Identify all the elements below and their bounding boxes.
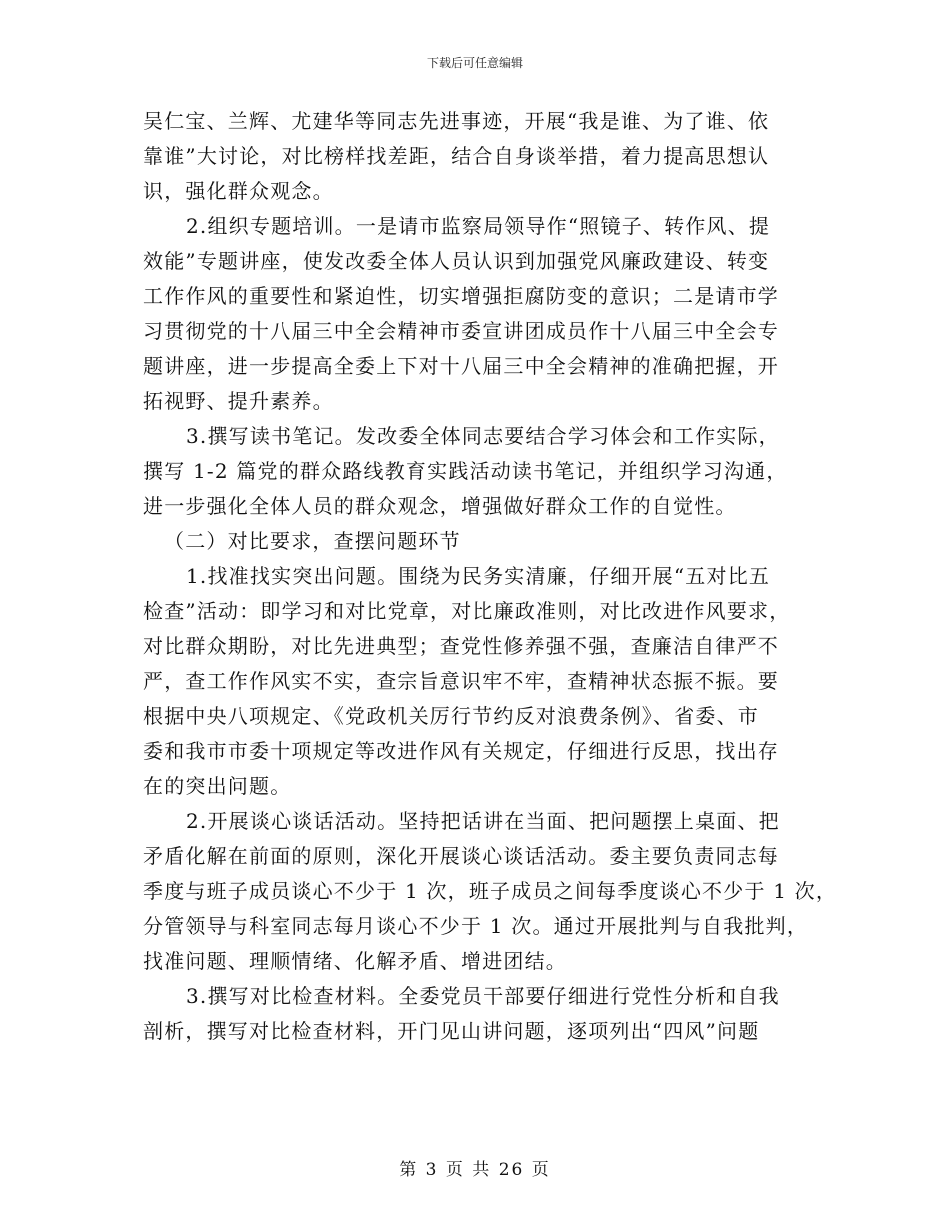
text-line: 工作作风的重要性和紧迫性，切实增强拒腐防变的意识；二是请市学: [143, 284, 779, 308]
document-body: [143, 104, 838, 1049]
text-line: 委和我市市委十项规定等改进作风有关规定，仔细进行反思，找出存: [143, 739, 779, 763]
text-line: 效能”专题讲座，使发改委全体人员认识到加强党风廉政建设、转变: [143, 249, 770, 273]
text-line: 对比群众期盼，对比先进典型；查党性修养强不强，查廉洁自律严不: [143, 634, 779, 658]
text-line: 进一步强化全体人员的群众观念，增强做好群众工作的自觉性。: [143, 494, 737, 518]
text-line: 识，强化群众观念。: [143, 179, 334, 203]
text-line: 在的突出问题。: [143, 774, 292, 798]
text-line: 检查”活动：即学习和对比党章，对比廉政准则，对比改进作风要求，: [143, 599, 791, 623]
text-line: 找准问题、理顺情绪、化解矛盾、增进团结。: [143, 949, 567, 973]
text-line: 题讲座，进一步提高全委上下对十八届三中全会精神的准确把握，开: [143, 354, 779, 378]
text-line: 根据中央八项规定、《党政机关厉行节约反对浪费条例》、省委、市: [143, 704, 759, 728]
page-number-footer: 第 3 页 共 26 页: [399, 1160, 551, 1180]
paragraph-start: 2.开展谈心谈话活动。坚持把话讲在当面、把问题摆上桌面、把: [186, 809, 780, 833]
page-header: 下载后可任意编辑: [426, 56, 523, 70]
text-line: 撰写 1-2 篇党的群众路线教育实践活动读书笔记，并组织学习沟通，: [143, 459, 788, 483]
text-line: 吴仁宝、兰辉、尤建华等同志先进事迹，开展“我是谁、为了谁、依: [143, 109, 770, 133]
text-line: 严，查工作作风实不实，查宗旨意识牢不牢，查精神状态振不振。要: [143, 669, 779, 693]
text-line: 靠谁”大讨论，对比榜样找差距，结合自身谈举措，着力提高思想认: [143, 144, 770, 168]
text-line: 习贯彻党的十八届三中全会精神市委宣讲团成员作十八届三中全会专: [143, 319, 779, 343]
text-line: 季度与班子成员谈心不少于 1 次，班子成员之间每季度谈心不少于 1 次，: [143, 879, 838, 903]
text-line: 矛盾化解在前面的原则，深化开展谈心谈话活动。委主要负责同志每: [143, 844, 779, 868]
paragraph-start: 3.撰写对比检查材料。全委党员干部要仔细进行党性分析和自我: [186, 984, 780, 1008]
text-line: 拓视野、提升素养。: [143, 389, 334, 413]
paragraph-start: 2.组织专题培训。一是请市监察局领导作“照镜子、转作风、提: [186, 214, 771, 238]
paragraph-start: 3.撰写读书笔记。发改委全体同志要结合学习体会和工作实际，: [186, 424, 780, 448]
paragraph-start: 1.找准找实突出问题。围绕为民务实清廉，仔细开展“五对比五: [186, 564, 771, 588]
text-line: 分管领导与科室同志每月谈心不少于 1 次。通过开展批判与自我批判，: [143, 914, 809, 938]
text-line: 剖析，撰写对比检查材料，开门见山讲问题，逐项列出“四风”问题: [143, 1019, 760, 1043]
section-heading: （二）对比要求，查摆问题环节: [164, 529, 461, 553]
